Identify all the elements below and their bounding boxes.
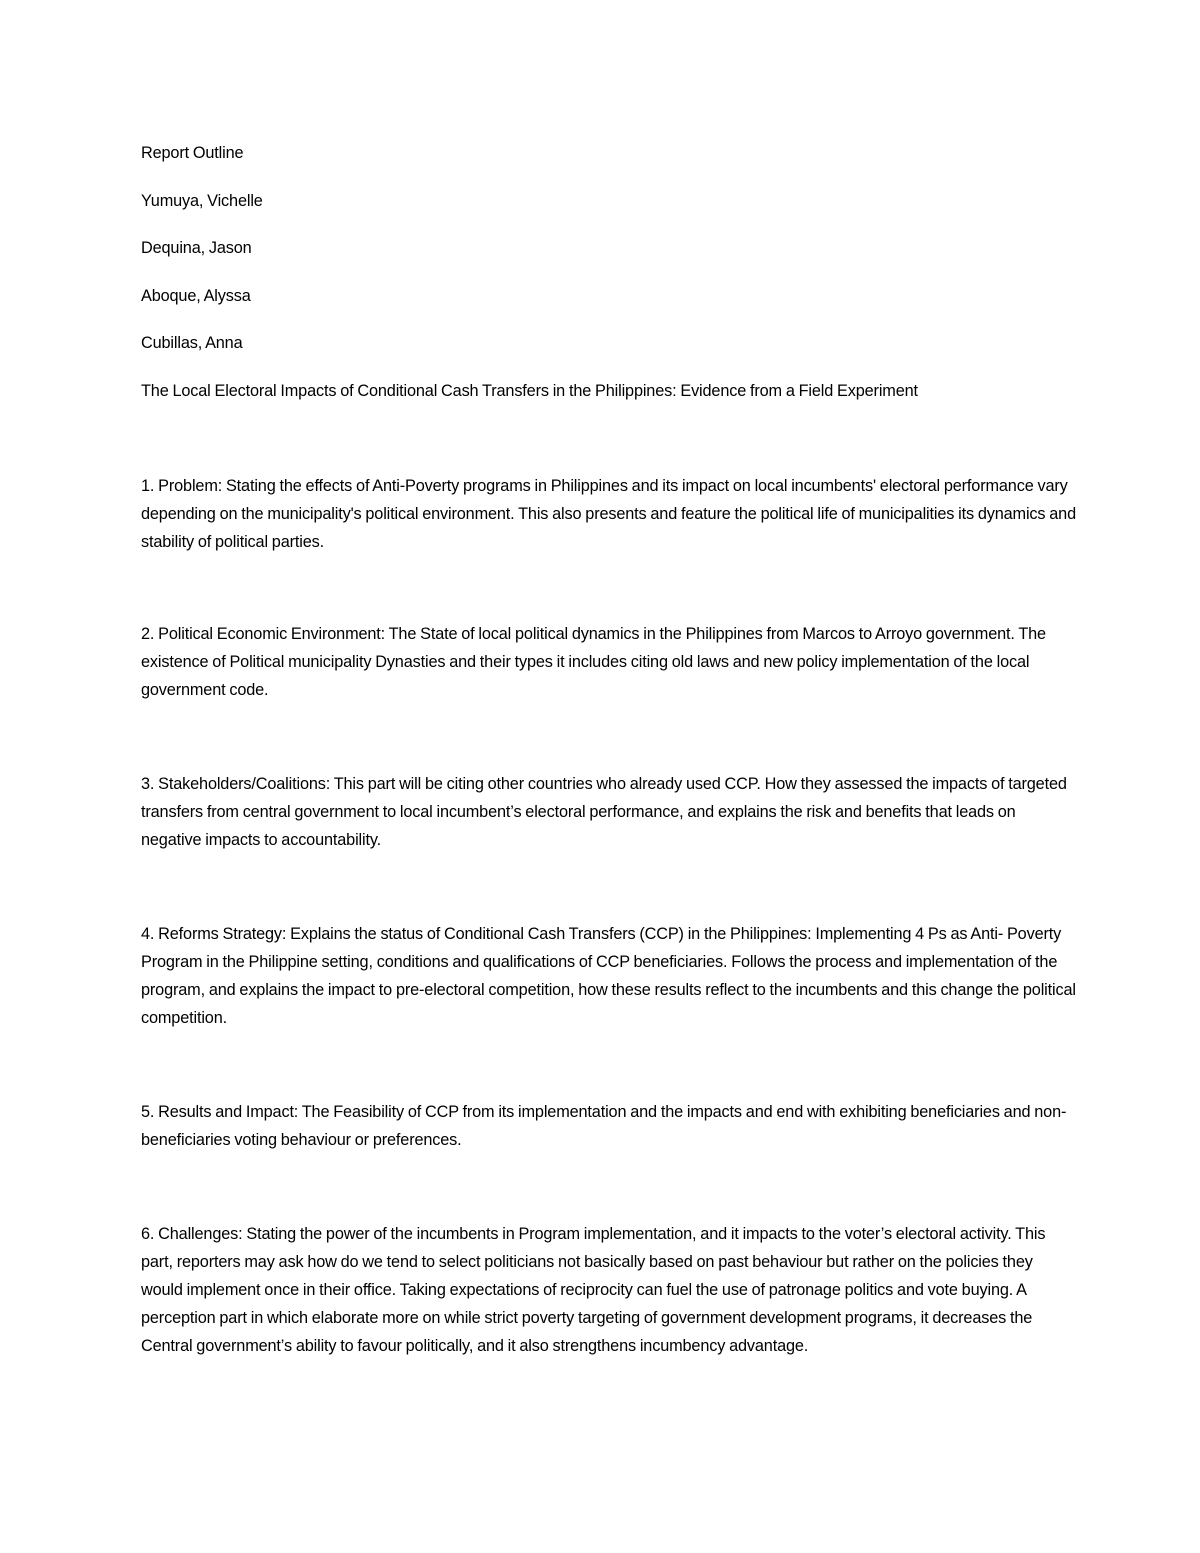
author-name: Aboque, Alyssa — [141, 286, 251, 305]
author-name: Cubillas, Anna — [141, 334, 243, 352]
author-name: Yumuya, Vichelle — [141, 191, 263, 210]
report-heading: Report Outline — [141, 144, 244, 162]
section-reforms-strategy: 4. Reforms Strategy: Explains the status of Conditional Cash Transfers (CCP) in the Philippines: Implementing 4 Ps as Anti- Poverty Program in the Philippine setting, conditions and qualifications of CCP beneficiaries. Follows the process and implementation of the program, and explains the impact to pre-electoral competition, how these results reflect to the incumbents and this change the political competition. — [141, 924, 1076, 1027]
section-political-economic-environment: 2. Political Economic Environment: The State of local political dynamics in the Philippines from Marcos to Arroyo government. The existence of Political municipality Dynasties and their types it includes citing old laws and new policy implementation of the local government code. — [141, 624, 1046, 699]
section-results-and-impact: 5. Results and Impact: The Feasibility of CCP from its implementation and the impacts and end with exhibiting beneficiaries and non-beneficiaries voting behaviour or preferences. — [141, 1102, 1067, 1149]
document-body — [141, 142, 1076, 1360]
author-name: Dequina, Jason — [141, 239, 252, 257]
report-title: The Local Electoral Impacts of Conditional Cash Transfers in the Philippines: Evidence from a Field Experiment — [141, 381, 918, 400]
section-challenges: 6. Challenges: Stating the power of the incumbents in Program implementation, and it impacts to the voter’s electoral activity. This part, reporters may ask how do we tend to select politicians not basically based on past behaviour but rather on the policies they would implement once in their office. Taking expectations of reciprocity can fuel the use of patronage politics and vote buying. A perception part in which elaborate more on while strict poverty targeting of government development programs, it decreases the Central government’s ability to favour politically, and it also strengthens incumbency advantage. — [141, 1224, 1046, 1355]
section-problem: 1. Problem: Stating the effects of Anti-Poverty programs in Philippines and its impact on local incumbents' electoral performance vary depending on the municipality's political environment. This also presents and feature the political life of municipalities its dynamics and stability of political parties. — [141, 476, 1076, 551]
section-stakeholders-coalitions: 3. Stakeholders/Coalitions: This part will be citing other countries who already used CCP. How they assessed the impacts of targeted transfers from central government to local incumbent’s electoral performance, and explains the risk and benefits that leads on negative impacts to accountability. — [141, 774, 1067, 849]
